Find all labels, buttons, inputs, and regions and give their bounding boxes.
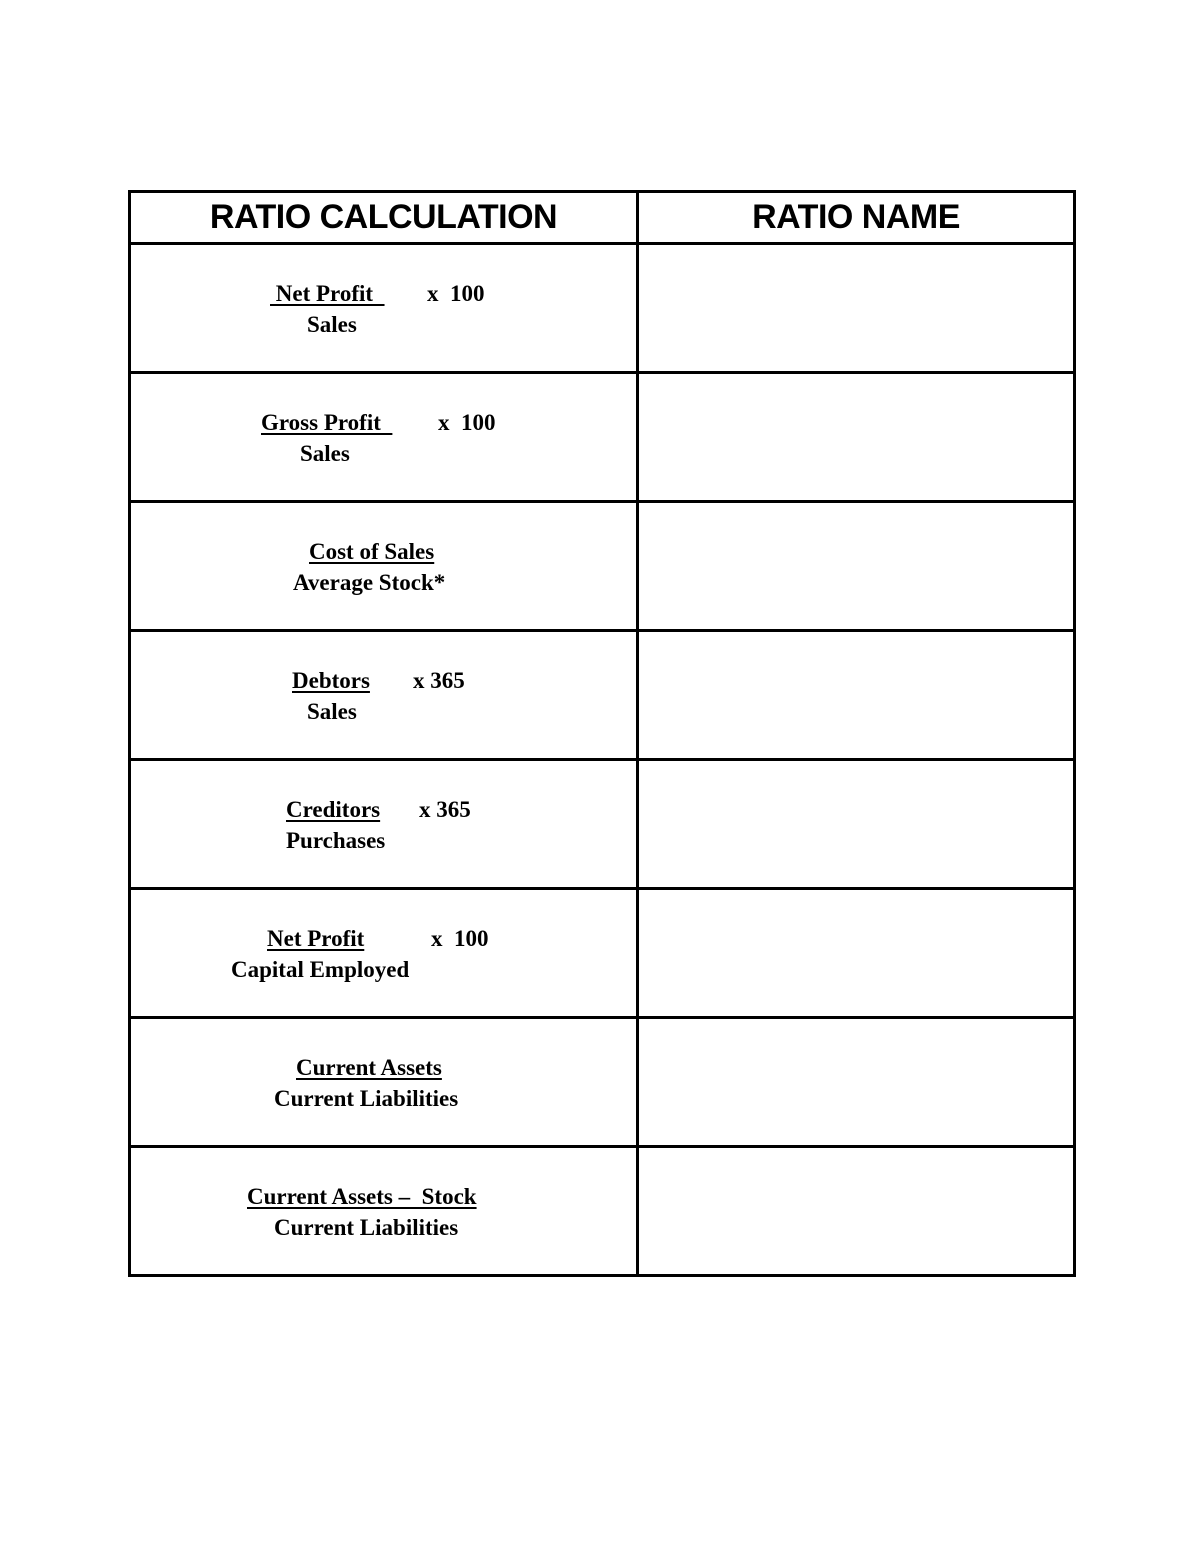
formula-multiplier: x 100 xyxy=(438,410,496,435)
table-row xyxy=(130,1147,1075,1276)
table-row xyxy=(130,244,1075,373)
ratio-name-cell[interactable] xyxy=(638,889,1075,1018)
table-header-row xyxy=(130,192,1075,244)
ratio-table xyxy=(128,190,1076,1277)
formula-numerator: Current Assets – Stock xyxy=(247,1184,477,1209)
formula-multiplier: x 365 xyxy=(413,668,465,693)
ratio-name-answer[interactable] xyxy=(639,761,1073,887)
ratio-name-answer[interactable] xyxy=(639,890,1073,1016)
formula-cell xyxy=(130,1147,638,1276)
formula-denominator: Average Stock* xyxy=(293,570,446,595)
formula-cell xyxy=(130,373,638,502)
ratio-name-answer[interactable] xyxy=(639,1148,1073,1274)
header-ratio-name: RATIO NAME xyxy=(638,192,1075,244)
table-row xyxy=(130,502,1075,631)
table-row xyxy=(130,631,1075,760)
ratio-name-cell[interactable] xyxy=(638,1147,1075,1276)
formula-cell xyxy=(130,244,638,373)
ratio-name-answer[interactable] xyxy=(639,374,1073,500)
table-row xyxy=(130,1018,1075,1147)
formula-cell xyxy=(130,1018,638,1147)
formula-multiplier: x 100 xyxy=(431,926,489,951)
ratio-name-answer[interactable] xyxy=(639,245,1073,371)
ratio-name-answer[interactable] xyxy=(639,503,1073,629)
formula-cell xyxy=(130,631,638,760)
ratio-name-answer[interactable] xyxy=(639,1019,1073,1145)
formula-cell xyxy=(130,889,638,1018)
formula-denominator: Capital Employed xyxy=(231,957,410,982)
ratio-name-cell[interactable] xyxy=(638,373,1075,502)
ratio-name-cell[interactable] xyxy=(638,502,1075,631)
table-row xyxy=(130,760,1075,889)
table-row xyxy=(130,373,1075,502)
ratio-name-cell[interactable] xyxy=(638,760,1075,889)
formula-numerator: Cost of Sales xyxy=(309,539,435,564)
ratio-name-cell[interactable] xyxy=(638,1018,1075,1147)
formula-numerator: Creditors xyxy=(286,797,381,822)
header-ratio-calculation: RATIO CALCULATION xyxy=(130,192,638,244)
formula-multiplier: x 365 xyxy=(419,797,471,822)
ratio-name-cell[interactable] xyxy=(638,631,1075,760)
formula-denominator: Sales xyxy=(300,441,350,466)
ratio-name-cell[interactable] xyxy=(638,244,1075,373)
formula-numerator: Current Assets xyxy=(296,1055,442,1080)
formula-denominator: Purchases xyxy=(286,828,386,853)
formula-multiplier: x 100 xyxy=(427,281,485,306)
formula-denominator: Current Liabilities xyxy=(274,1086,459,1111)
formula-numerator: Gross Profit xyxy=(261,410,393,435)
formula-denominator: Sales xyxy=(307,699,357,724)
formula-denominator: Current Liabilities xyxy=(274,1215,459,1240)
formula-cell xyxy=(130,760,638,889)
formula-numerator: Net Profit xyxy=(267,926,365,951)
formula-cell xyxy=(130,502,638,631)
formula-numerator: Net Profit xyxy=(270,281,385,306)
table-row xyxy=(130,889,1075,1018)
formula-numerator: Debtors xyxy=(292,668,370,693)
formula-denominator: Sales xyxy=(307,312,357,337)
ratio-name-answer[interactable] xyxy=(639,632,1073,758)
